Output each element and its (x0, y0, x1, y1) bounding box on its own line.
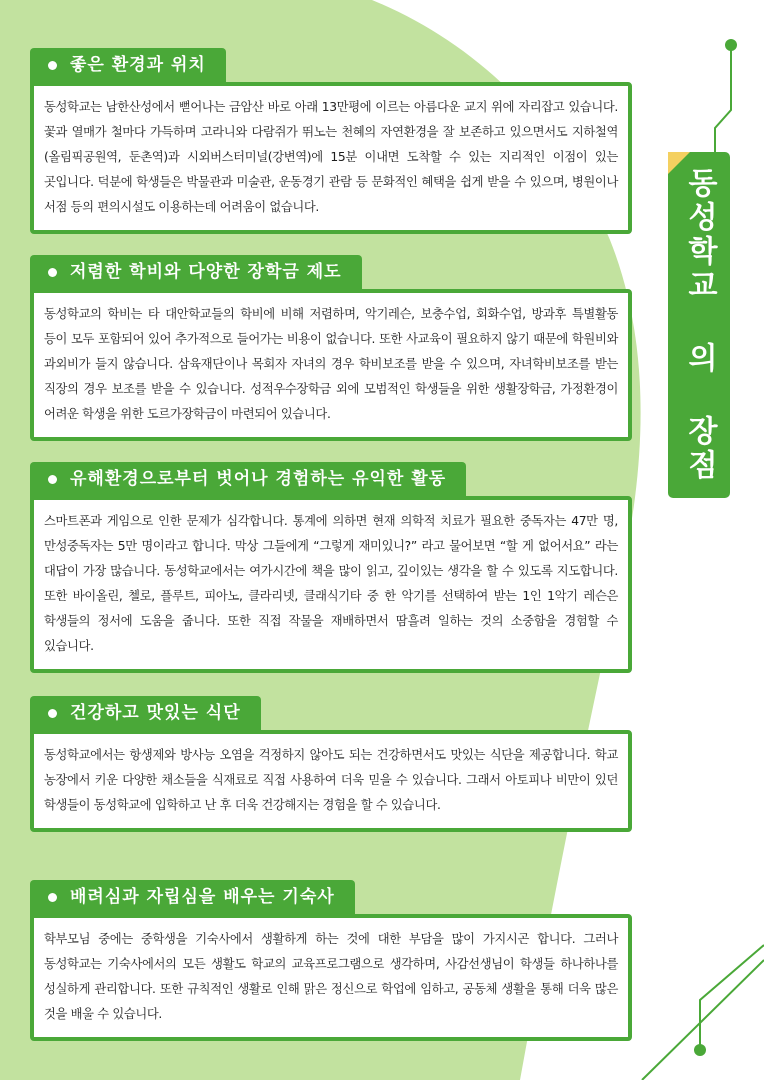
side-title-banner (668, 152, 730, 498)
folded-corner (668, 152, 690, 174)
section-title: 건강하고 맛있는 식단 (70, 703, 241, 723)
deco-line-bottom-2 (700, 945, 764, 1050)
section-title-tab (30, 880, 355, 914)
section-body: 스마트폰과 게임으로 인한 문제가 심각합니다. 통계에 의하면 현재 의학적 치료가 필요한 중독자는 47만 명, 만성중독자는 5만 명이라고 합니다. 막상 그들에게 “그렇게 재미있니?” 라고 물어보면 “할 게 없어서요” 라는 대답이 가장 많습니다. 동성학교에서는 여가시간에 책을 많이 읽고, 깊이있는 생각을 할 수 있도록 지도합니다. 또한 바이올린, 첼로, 플루트, 피아노, 클라리넷, 클래식기타 중 한 악기를 선택하여 받는 1인 1악기 레슨은 학생들의 정서에 도움을 줍니다. 또한 직접 작물을 재배하면서 땀흘려 일하는 것의 소중함을 경험할 수 있습니다. (30, 496, 632, 673)
bullet-dot-icon (48, 475, 57, 484)
section-dormitory (30, 880, 632, 1041)
section-tuition (30, 255, 632, 441)
deco-line-top (715, 45, 731, 152)
section-body: 학부모님 중에는 중학생을 기숙사에서 생활하게 하는 것에 대한 부담을 많이 가지시곤 합니다. 그러나 동성학교는 기숙사에서의 모든 생활도 학교의 교육프로그램으로 생각하며, 사감선생님이 학생들 하나하나를 성실하게 관리합니다. 또한 규칙적인 생활로 인해 맑은 정신으로 학업에 임하고, 공동체 생활을 통해 더욱 많은 것을 배울 수 있습니다. (30, 914, 632, 1041)
section-title: 좋은 환경과 위치 (70, 55, 206, 75)
section-title-tab (30, 255, 362, 289)
section-title: 유해환경으로부터 벗어나 경험하는 유익한 활동 (70, 469, 447, 489)
bullet-dot-icon (48, 61, 57, 70)
section-meals (30, 696, 632, 832)
bullet-dot-icon (48, 268, 57, 277)
section-title: 배려심과 자립심을 배우는 기숙사 (70, 887, 335, 907)
section-body: 동성학교는 남한산성에서 뻗어나는 금암산 바로 아래 13만평에 이르는 아름다운 교지 위에 자리잡고 있습니다. 꽃과 열매가 철마다 가득하며 고라니와 다람쥐가 뛰노는 천혜의 자연환경을 잘 보존하고 있으면서도 지하철역(올림픽공원역, 둔촌역)과 시외버스터미널(강변역)에 15분 이내면 도착할 수 있는 지리적인 이점이 있는 곳입니다. 덕분에 학생들은 박물관과 미술관, 운동경기 관람 등 문화적인 혜택을 쉽게 받을 수 있으며, 병원이나 서점 등의 편의시설도 이용하는데 어려움이 없습니다. (30, 82, 632, 234)
section-title: 저렴한 학비와 다양한 장학금 제도 (70, 262, 342, 282)
deco-dot-bottom (694, 1044, 706, 1056)
section-body: 동성학교의 학비는 타 대안학교들의 학비에 비해 저렴하며, 악기레슨, 보충수업, 회화수업, 방과후 특별활동 등이 모두 포함되어 있어 추가적으로 들어가는 비용이 없습니다. 또한 사교육이 필요하지 않기 때문에 학원비와 과외비가 들지 않습니다. 삼육재단이나 목회자 자녀의 경우 학비보조를 받을 수 있으며, 자녀학비보조를 받는 직장의 경우 보조를 받을 수 있습니다. 성적우수장학금 외에 모범적인 학생들을 위한 생활장학금, 가정환경이 어려운 학생을 위한 도르가장학금이 마련되어 있습니다. (30, 289, 632, 441)
section-title-tab (30, 48, 226, 82)
bullet-dot-icon (48, 893, 57, 902)
deco-line-bottom-1 (642, 960, 764, 1080)
section-title-tab (30, 696, 261, 730)
bullet-dot-icon (48, 709, 57, 718)
section-environment (30, 48, 632, 234)
section-title-tab (30, 462, 466, 496)
section-body: 동성학교에서는 항생제와 방사능 오염을 걱정하지 않아도 되는 건강하면서도 맛있는 식단을 제공합니다. 학교 농장에서 키운 다양한 채소들을 식재료로 직접 사용하여 더욱 믿을 수 있습니다. 그래서 아토피나 비만이 있던 학생들이 동성학교에 입학하고 난 후 더욱 건강해지는 경험을 할 수 있습니다. (30, 730, 632, 832)
side-title-text: 동성학교 의 장점 (682, 167, 717, 483)
section-activities (30, 462, 632, 673)
